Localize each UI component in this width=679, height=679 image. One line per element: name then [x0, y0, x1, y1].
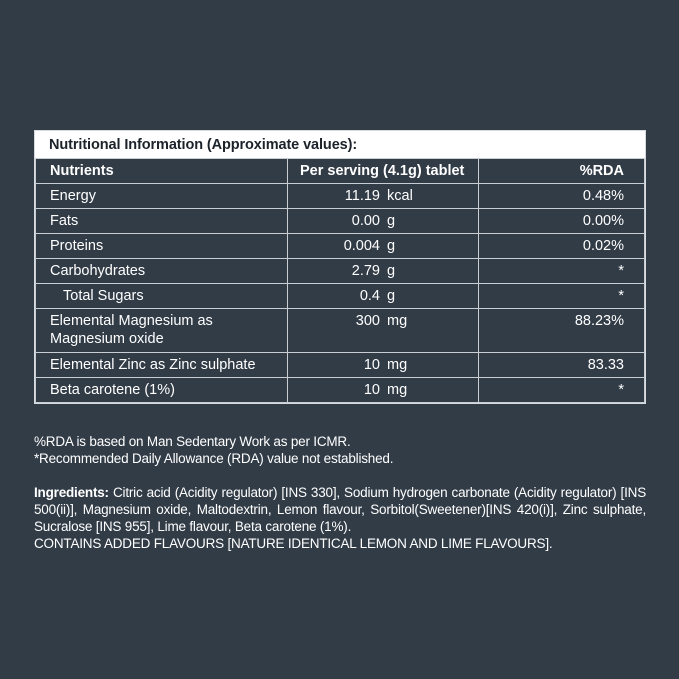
amount-value: 2.79	[351, 263, 380, 279]
amount-unit: kcal	[387, 188, 413, 204]
amount-value: 0.00	[351, 213, 380, 229]
ingredients-block	[34, 484, 646, 552]
nutrient-name: Carbohydrates	[36, 259, 288, 284]
header-per-serving: Per serving (4.1g) tablet	[288, 159, 479, 184]
amount-unit: g	[387, 263, 396, 279]
header-rda: %RDA	[479, 159, 645, 184]
amount-unit: g	[387, 213, 396, 229]
amount-unit: g	[387, 288, 396, 304]
ingredients-label: Ingredients:	[34, 485, 109, 500]
amount-value: 10	[363, 382, 380, 398]
rda-note-basis: %RDA is based on Man Sedentary Work as per ICMR.	[34, 434, 351, 449]
table-row	[36, 378, 645, 403]
nutrient-amount	[288, 309, 479, 353]
rda-notes	[34, 433, 393, 467]
nutrient-name: Proteins	[36, 234, 288, 259]
nutrient-name: Total Sugars	[36, 284, 288, 309]
nutrient-name: Energy	[36, 184, 288, 209]
nutrient-amount	[288, 234, 479, 259]
amount-unit: mg	[387, 313, 408, 329]
rda-note-asterisk: *Recommended Daily Allowance (RDA) value not established.	[34, 451, 394, 466]
table-row	[36, 284, 645, 309]
nutrient-name: Elemental Zinc as Zinc sulphate	[36, 353, 288, 378]
table-header-row	[36, 159, 645, 184]
nutrient-rda: *	[479, 284, 645, 309]
nutrition-table	[35, 158, 645, 403]
nutrient-amount	[288, 284, 479, 309]
nutrient-amount	[288, 259, 479, 284]
table-row	[36, 309, 645, 353]
flavours-statement: CONTAINS ADDED FLAVOURS [NATURE IDENTICAL LEMON AND LIME FLAVOURS].	[34, 536, 553, 551]
ingredients-paragraph	[34, 484, 646, 535]
nutrient-rda: 88.23%	[479, 309, 645, 353]
nutrient-amount	[288, 378, 479, 403]
nutrient-rda: 0.48%	[479, 184, 645, 209]
amount-unit: mg	[387, 382, 408, 398]
nutrient-name: Fats	[36, 209, 288, 234]
amount-unit: g	[387, 238, 396, 254]
header-nutrients: Nutrients	[36, 159, 288, 184]
nutrient-rda: 83.33	[479, 353, 645, 378]
table-row	[36, 184, 645, 209]
nutrient-rda: 0.00%	[479, 209, 645, 234]
amount-value: 0.4	[359, 288, 380, 304]
amount-value: 10	[363, 357, 380, 373]
nutrient-rda: 0.02%	[479, 234, 645, 259]
amount-value: 0.004	[343, 238, 380, 254]
table-row	[36, 234, 645, 259]
amount-value: 300	[355, 313, 380, 329]
nutrient-amount	[288, 209, 479, 234]
table-row	[36, 259, 645, 284]
table-row	[36, 209, 645, 234]
nutrient-amount	[288, 184, 479, 209]
panel-title: Nutritional Information (Approximate values):	[35, 131, 645, 158]
nutrient-rda: *	[479, 378, 645, 403]
nutrient-rda: *	[479, 259, 645, 284]
nutrient-amount	[288, 353, 479, 378]
nutrient-name	[36, 309, 288, 353]
nutrient-name: Beta carotene (1%)	[36, 378, 288, 403]
nutrition-panel	[34, 130, 646, 404]
amount-value: 11.19	[344, 188, 380, 204]
nutrient-name-line: Magnesium oxide	[50, 331, 164, 347]
amount-unit: mg	[387, 357, 408, 373]
ingredients-text: Citric acid (Acidity regulator) [INS 330], Sodium hydrogen carbonate (Acidity regulator) [INS 500(ii)], Magnesium oxide, Maltodextrin, Lemon flavour, Sorbitol(Sweetener)[INS 420(i)], Zinc sulphate, Sucralose [INS 955], Lime flavour, Beta carotene (1%).	[34, 485, 646, 534]
table-row	[36, 353, 645, 378]
nutrient-name-line: Elemental Magnesium as	[50, 313, 213, 329]
